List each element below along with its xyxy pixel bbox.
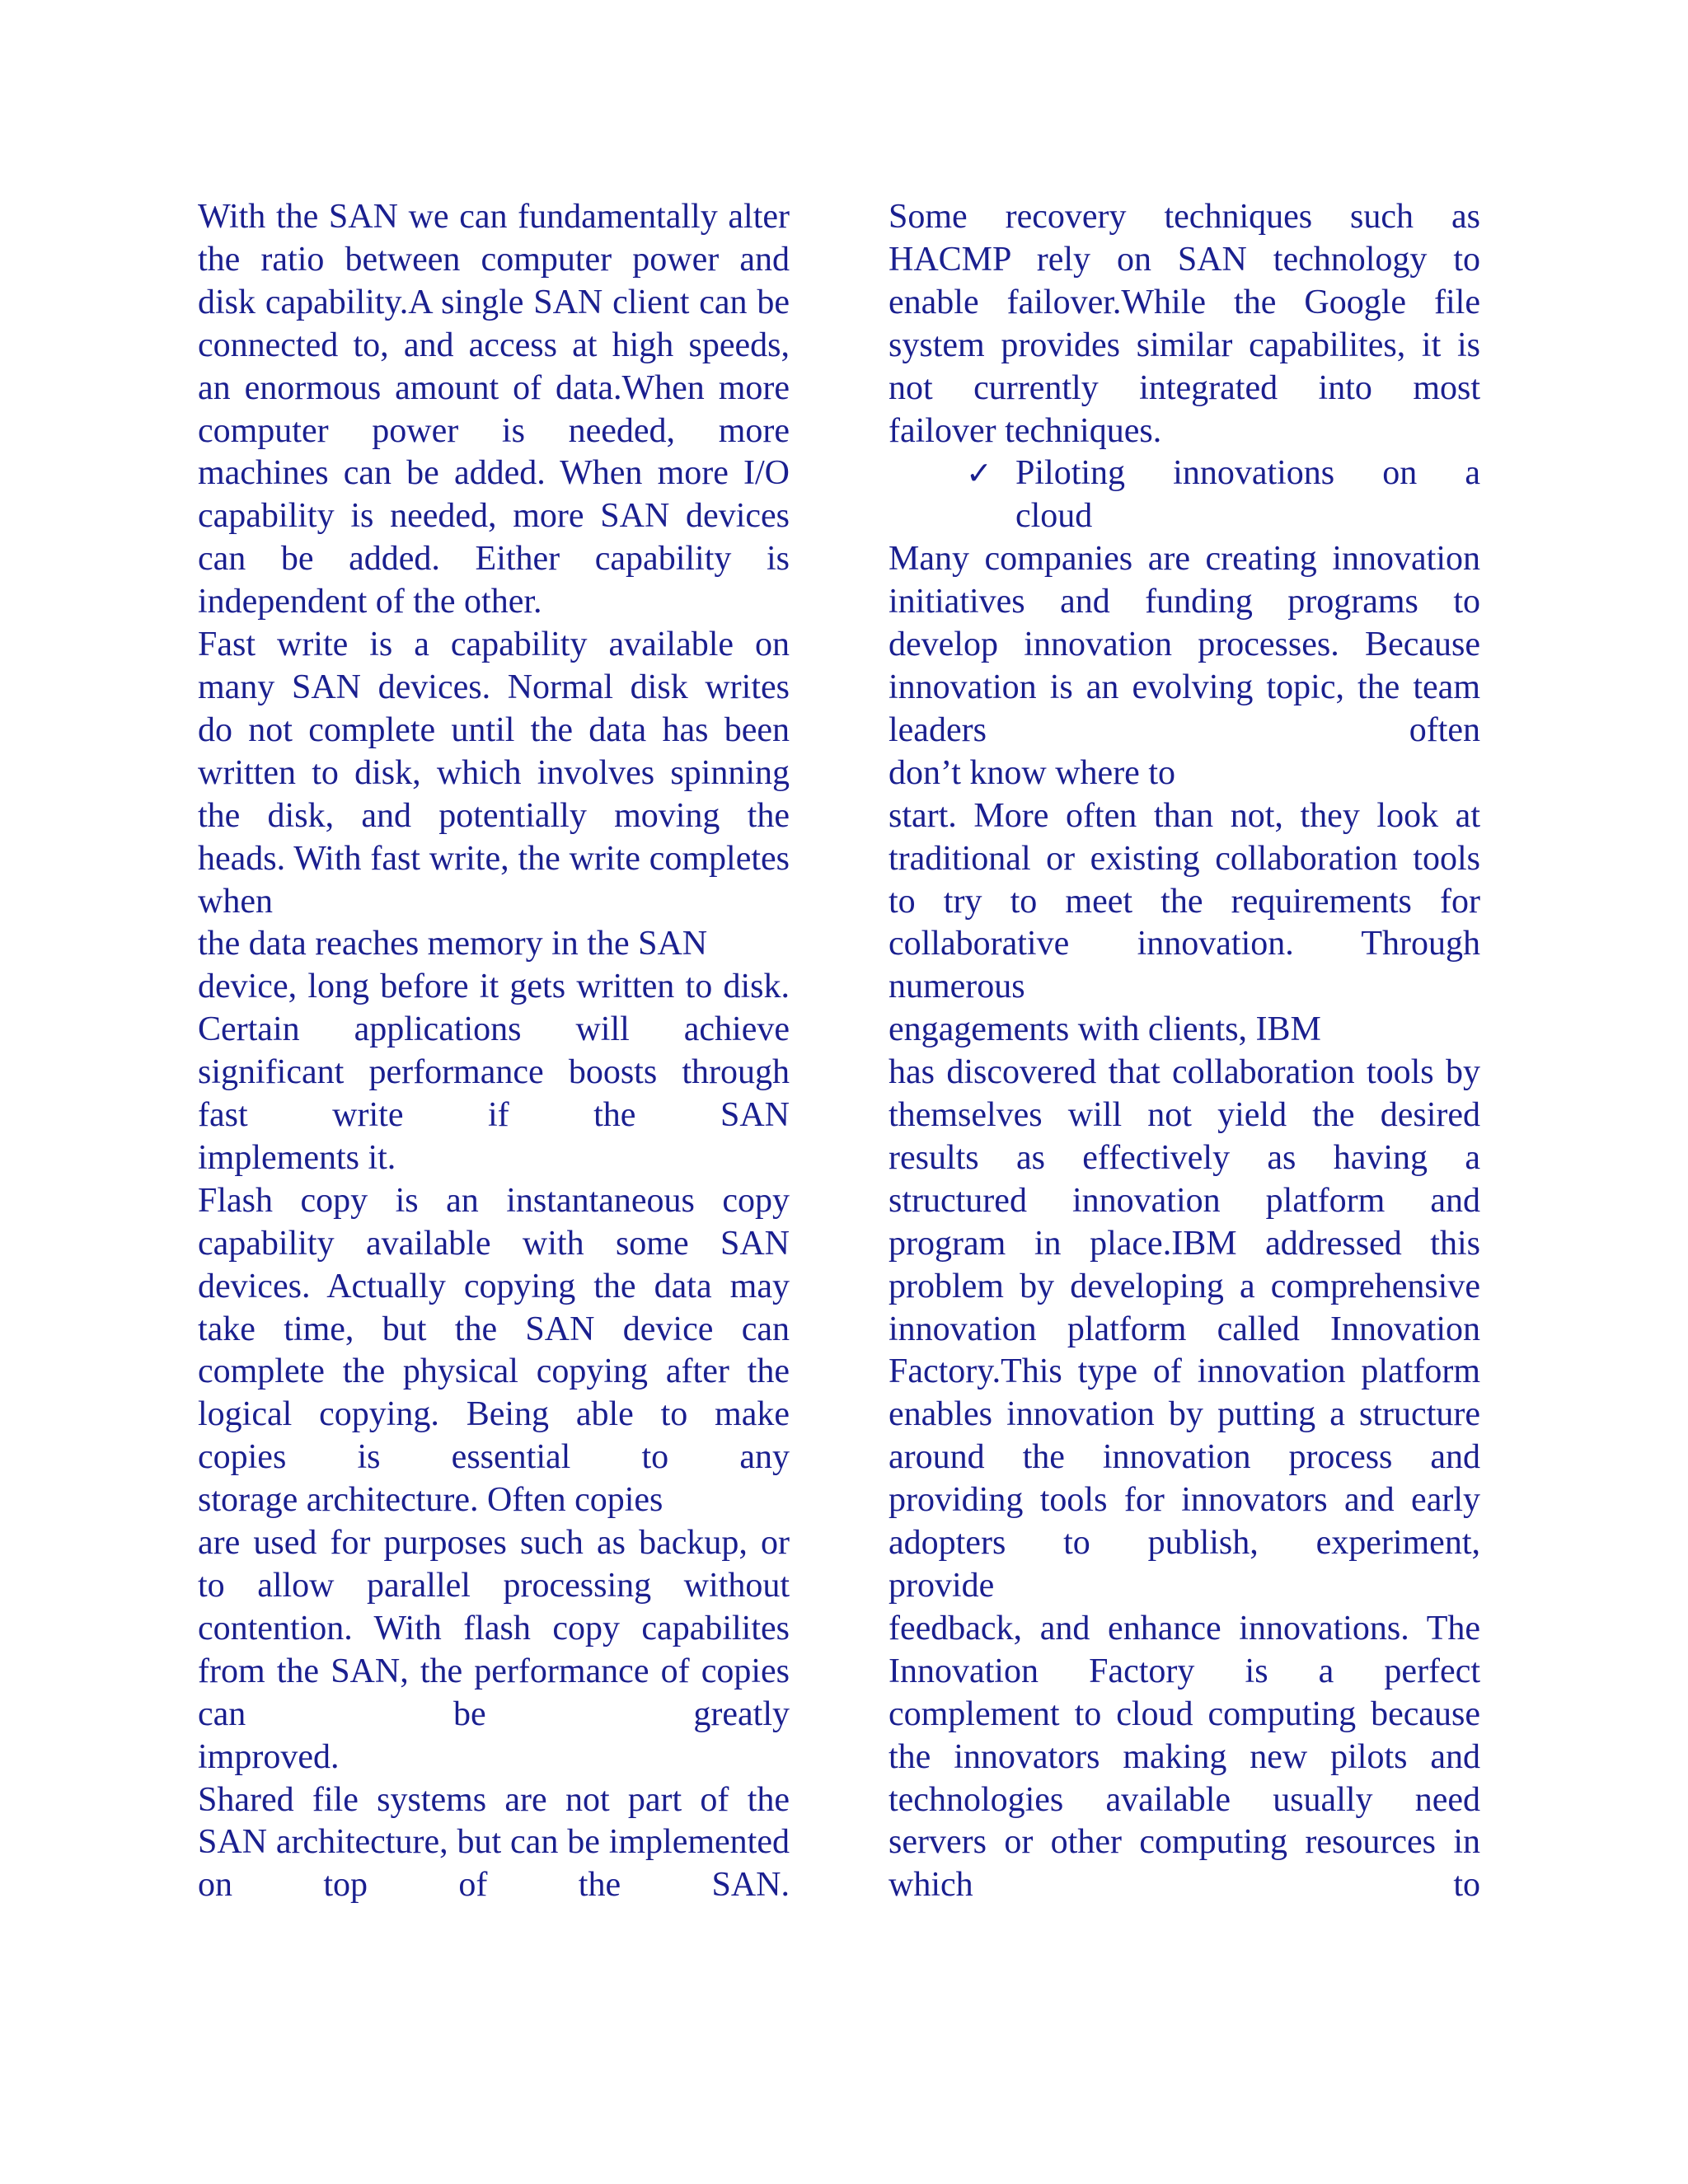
paragraph-text: Many companies are creating innovation initiatives and funding programs to develop innovation processes. Because innovation is an evolving topic, the team leaders often [889, 540, 1480, 749]
paragraph-san-ratio [198, 196, 790, 624]
paragraph-text: the data reaches memory in the SAN [198, 925, 708, 963]
paragraph-text: start. More often than not, they look at traditional or existing collaboration tools to try to meet the requirements for collaborative innovation. Through numerous [889, 796, 1480, 1006]
paragraph-text: Shared file systems are not part of the SAN architecture, but can be implemented on top of the SAN. [198, 1780, 790, 1905]
paragraph-text: Fast write is a capability available on many SAN devices. Normal disk writes do not complete until the data has been written to disk, which involves spinning the disk, and potentially moving the heads. With fast write, the write completes when [198, 626, 790, 921]
paragraph-text: don’t know where to [889, 753, 1175, 792]
paragraph-text-end: improved. [198, 1737, 340, 1776]
bullet-item-piloting-innovations [889, 452, 1480, 538]
paragraph-text: With the SAN we can fundamentally alter the ratio between computer power and disk capability.A single SAN client can be connected to, and access at high speeds, an enormous amount of data.When more computer power is needed, more machines can be added. When more I/O capability is needed, more SAN devices can be added. Either capability is [198, 198, 790, 579]
bullet-text-line: Piloting innovations on a [1015, 454, 1480, 493]
paragraph-text: device, long before it gets written to disk. Certain applications will achieve significant performance boosts through fast write if the SAN [198, 968, 790, 1135]
paragraph-shared-file-systems [198, 1779, 790, 1908]
bullet-text [1015, 452, 1480, 538]
paragraph-fast-write [198, 624, 790, 1180]
paragraph-innovation-initiatives [889, 538, 1480, 1907]
paragraph-text: feedback, and enhance innovations. The Innovation Factory is a perfect complement to cloud computing because the innovators making new pilots and technologies available usually need servers or other computing resources in which to [889, 1609, 1480, 1905]
left-column [198, 196, 790, 1907]
checkmark-icon: ✓ [966, 455, 992, 492]
paragraph-text-end: failover techniques. [889, 411, 1162, 450]
paragraph-recovery-techniques [889, 196, 1480, 452]
paragraph-text: are used for purposes such as backup, or to allow parallel processing without contention. With flash copy capabilites from the SAN, the performance of copies can be greatly [198, 1524, 790, 1733]
paragraph-text: Flash copy is an instantaneous copy capability available with some SAN devices. Actually copying the data may take time, but the SAN device can complete the physical copying after the logical copying. Being able to make copies is essential to any [198, 1181, 790, 1477]
bullet-text-line: cloud [1015, 497, 1093, 536]
paragraph-text-end: implements it. [198, 1138, 396, 1177]
paragraph-flash-copy [198, 1180, 790, 1779]
right-column [889, 196, 1480, 1907]
paragraph-text-end: independent of the other. [198, 583, 542, 621]
paragraph-text: has discovered that collaboration tools by themselves will not yield the desired results as effectively as having a structured innovation platform and program in place.IBM addressed this problem by developing a comprehensive innovation platform called Innovation Factory.This type of innovation platform enables innovation by putting a structure around the innovation process and providing tools for innovators and early adopters to publish, experiment, [889, 1053, 1480, 1563]
paragraph-text: storage architecture. Often copies [198, 1481, 663, 1520]
paragraph-text: Some recovery techniques such as HACMP rely on SAN technology to enable failover.While the Google file system provides similar capabilites, it is not currently integrated into most [889, 198, 1480, 407]
paragraph-text: engagements with clients, IBM [889, 1010, 1321, 1049]
paragraph-text: provide [889, 1567, 995, 1605]
